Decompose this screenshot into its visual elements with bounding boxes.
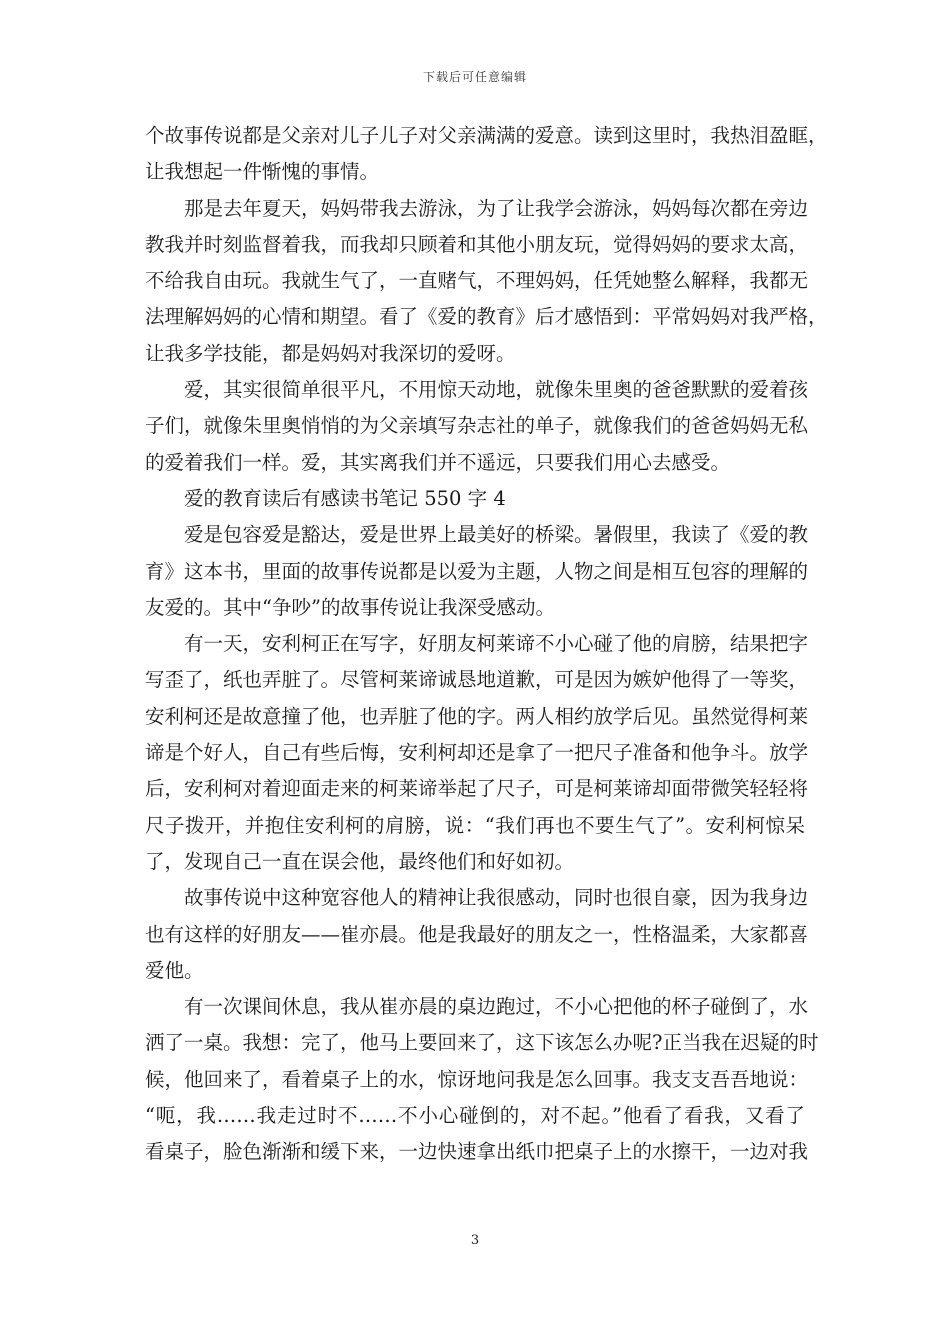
text-line: 安利柯还是故意撞了他，也弄脏了他的字。两人相约放学后见。虽然觉得柯莱 [145,704,809,728]
text-line: 洒了一桌。我想：完了，他马上要回来了，这下该怎么办呢?正当我在迟疑的时 [145,1031,819,1055]
paragraph [145,880,809,989]
paragraph [145,989,819,1170]
page-number: 3 [470,1233,480,1248]
text-line: 让我想起一件惭愧的事情。 [145,160,380,184]
paragraph [145,191,828,372]
text-line: 让我多学技能，都是妈妈对我深切的爱呀。 [145,341,516,365]
paragraph [145,118,828,191]
text-line: 写歪了，纸也弄脏了。尽管柯莱谛诚恳地道歉，可是因为嫉妒他得了一等奖， [145,668,809,692]
text-line: 有一次课间休息，我从崔亦晨的桌边跑过，不小心把他的杯子碰倒了，水 [184,995,809,1019]
text-line: 育》这本书，里面的故事传说都是以爱为主题，人物之间是相互包容的理解的 [145,559,809,583]
paragraph [145,517,809,626]
text-line: 尺子拨开，并抱住安利柯的肩膀，说：“我们再也不要生气了”。安利柯惊呆 [145,813,805,837]
document-body [145,118,828,1171]
paragraph [145,372,809,481]
paragraph [145,481,805,517]
paragraph [145,626,809,880]
text-line: 那是去年夏天，妈妈带我去游泳，为了让我学会游泳，妈妈每次都在旁边 [184,196,809,220]
text-line: 的爱着我们一样。爱，其实离我们并不遥远，只要我们用心去感受。 [145,450,731,474]
text-line: 谛是个好人，自己有些后悔，安利柯却还是拿了一把尺子准备和他争斗。放学 [145,741,809,765]
text-line: 爱是包容爱是豁达，爱是世界上最美好的桥梁。暑假里，我读了《爱的教 [184,523,809,547]
text-line: 不给我自由玩。我就生气了，一直赌气，不理妈妈，任凭她整么解释，我都无 [145,269,809,293]
text-line: 法理解妈妈的心情和期望。看了《爱的教育》后才感悟到：平常妈妈对我严格， [145,305,828,329]
text-line: 候，他回来了，看着桌子上的水，惊讶地问我是怎么回事。我支支吾吾地说： [145,1067,809,1091]
text-line: 友爱的。其中“争吵”的故事传说让我深受感动。 [145,595,555,619]
text-line: 爱他。 [145,958,204,982]
text-line: 后，安利柯对着迎面走来的柯莱谛举起了尺子，可是柯莱谛却面带微笑轻轻将 [145,777,809,801]
text-line: 爱，其实很简单很平凡，不用惊天动地，就像朱里奥的爸爸默默的爱着孩 [184,378,809,402]
text-line: 个故事传说都是父亲对儿子儿子对父亲满满的爱意。读到这里时，我热泪盈眶， [145,124,828,147]
text-line: 了，发现自己一直在误会他，最终他们和好如初。 [145,849,575,873]
page-header: 下载后可任意编辑 [422,70,527,84]
text-line: 看桌子，脸色渐渐和缓下来，一边快速拿出纸巾把桌子上的水擦干，一边对我 [145,1140,809,1164]
text-line: 故事传说中这种宽容他人的精神让我很感动，同时也很自豪，因为我身边 [184,886,809,910]
text-line: “呃，我……我走过时不……不小心碰倒的，对不起。”他看了看我，又看了 [145,1104,805,1128]
text-line: 教我并时刻监督着我，而我却只顾着和其他小朋友玩，觉得妈妈的要求太高， [145,232,809,256]
text-line: 有一天，安利柯正在写字，好朋友柯莱谛不小心碰了他的肩膀，结果把字 [184,632,809,656]
text-line: 爱的教育读后有感读书笔记 550 字 4 [184,486,506,510]
text-line: 也有这样的好朋友——崔亦晨。他是我最好的朋友之一，性格温柔，大家都喜 [145,922,809,946]
text-line: 子们，就像朱里奥悄悄的为父亲填写杂志社的单子，就像我们的爸爸妈妈无私 [145,414,809,438]
